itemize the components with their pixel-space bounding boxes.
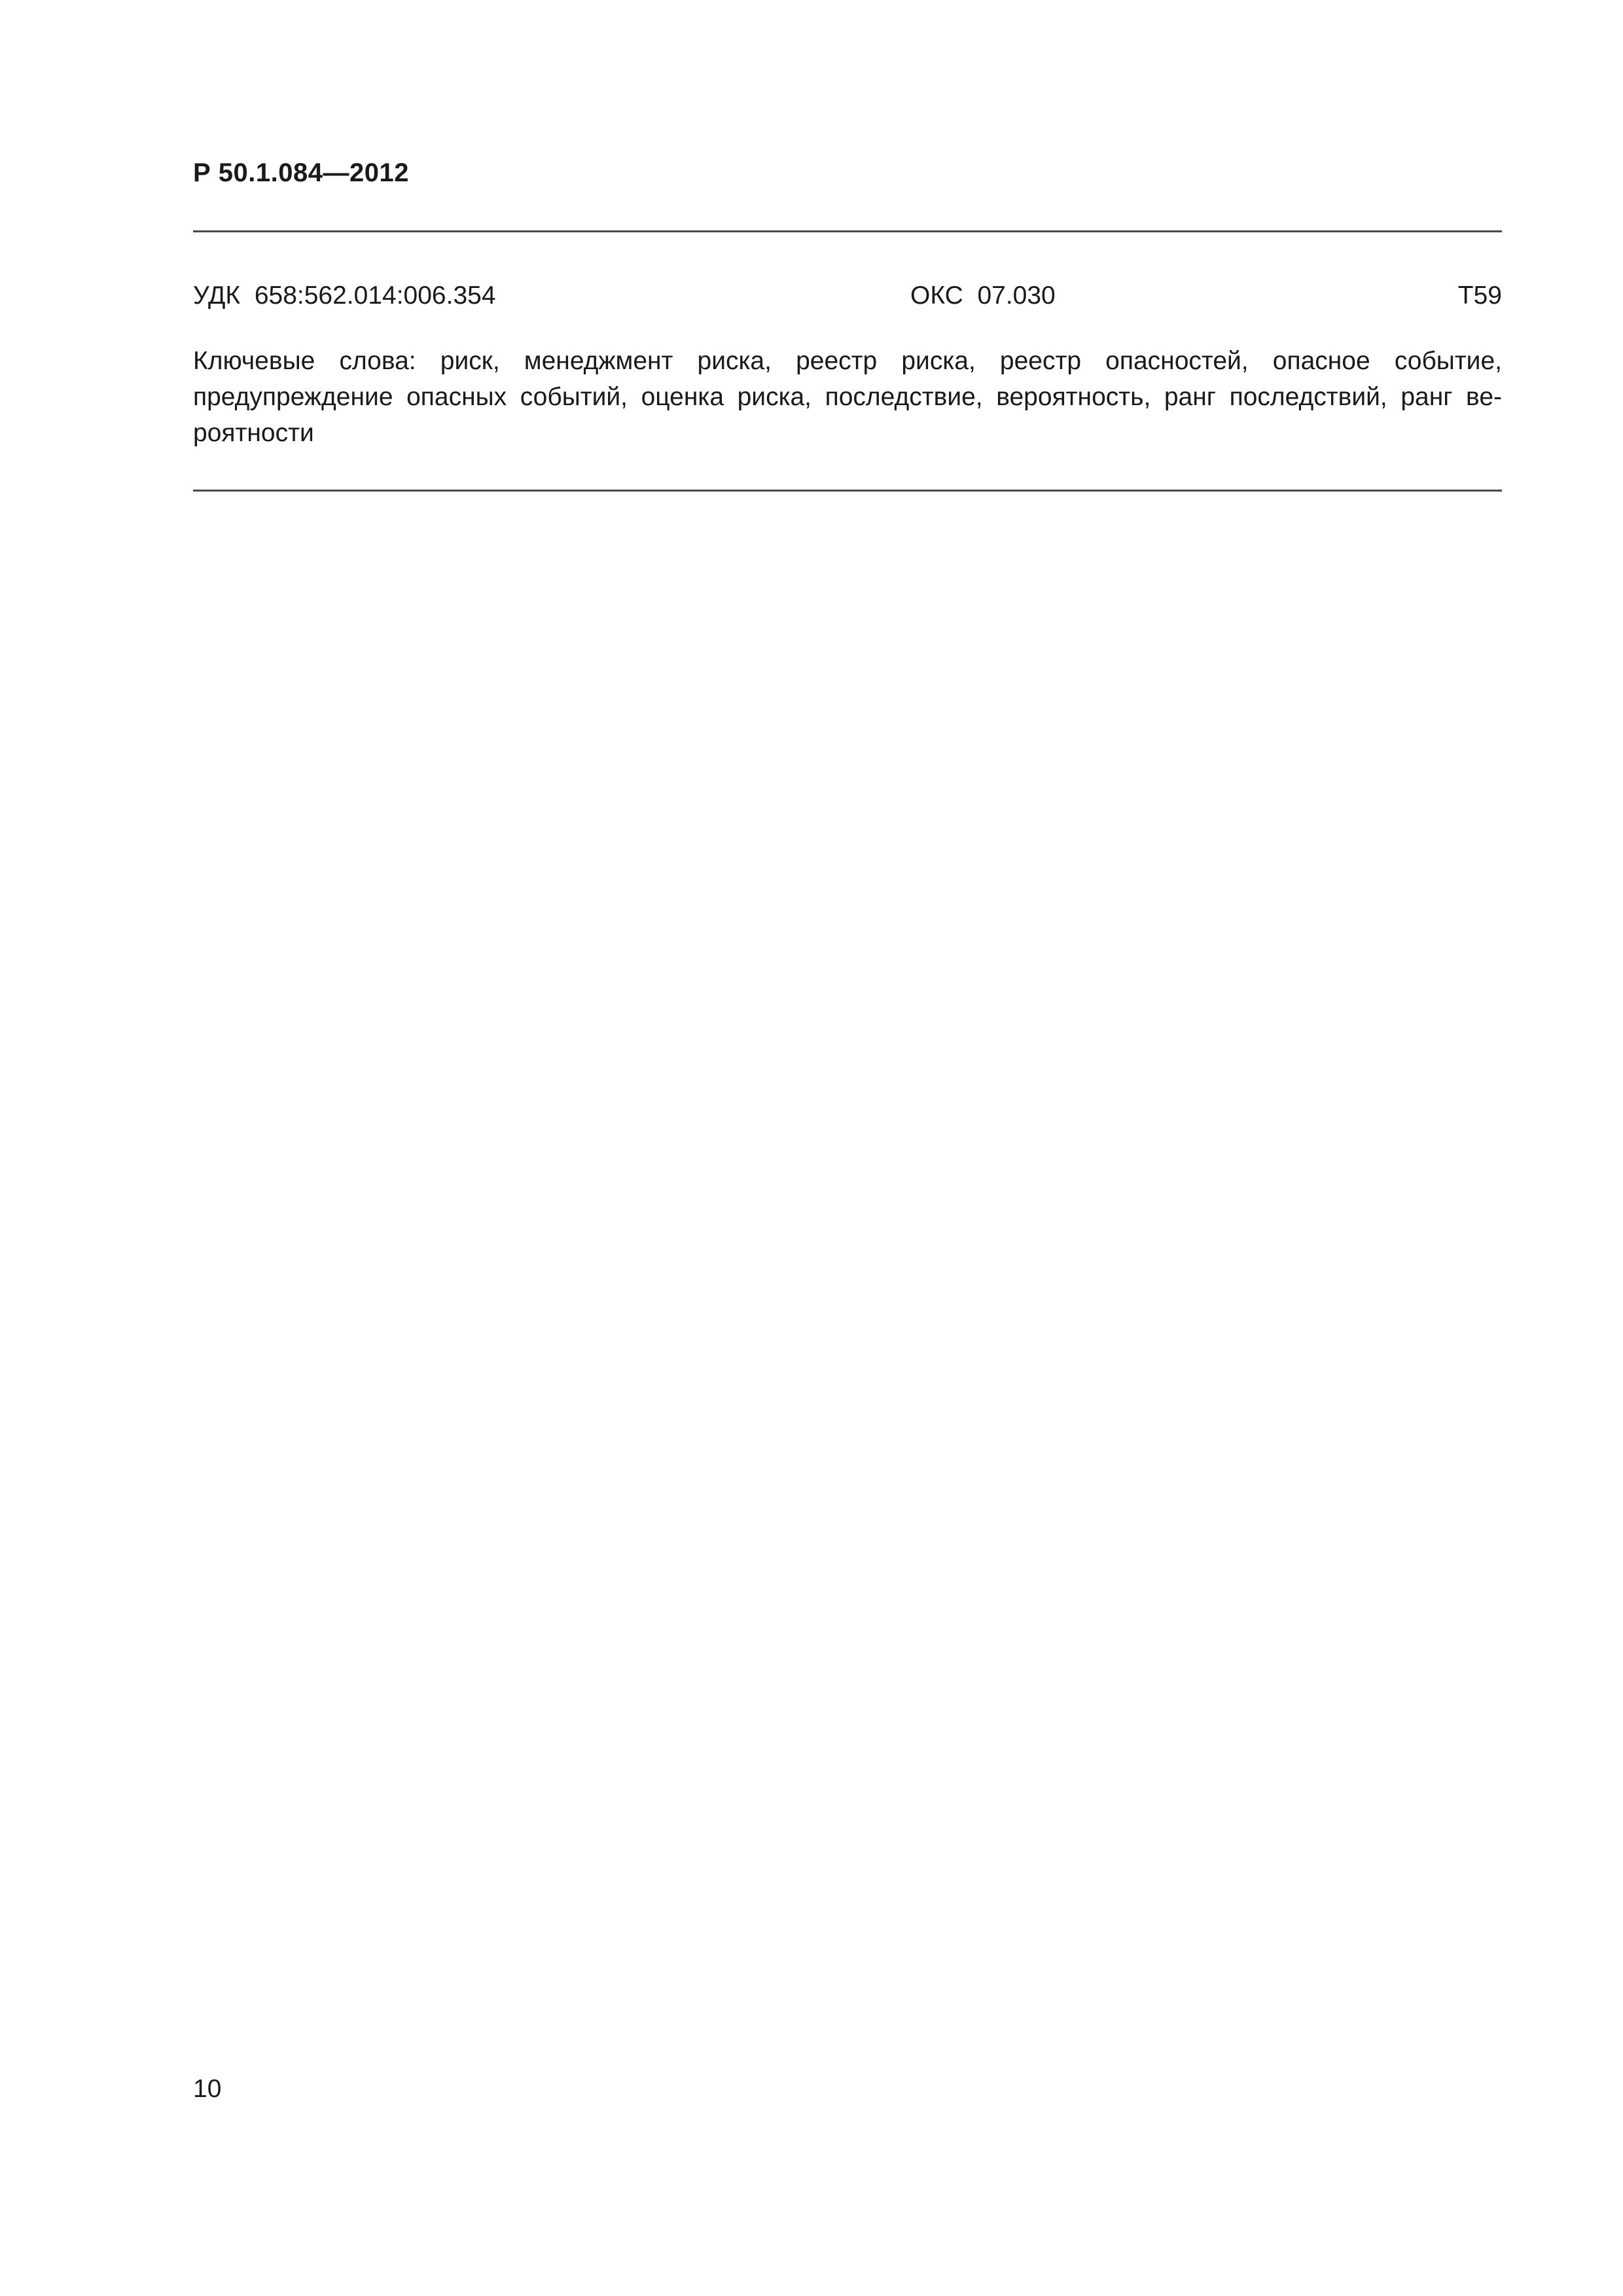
keywords-line: предупреждение опасных событий, оценка риска, последствие, вероятность, ранг последствий, ранг ве- [193, 383, 1502, 411]
classification-row [193, 281, 1502, 314]
top-divider [193, 230, 1502, 232]
oks-code: ОКС 07.030 [910, 281, 1056, 310]
keywords-line: роятности [193, 419, 314, 447]
page-number: 10 [193, 2075, 222, 2103]
document-code: Р 50.1.084—2012 [193, 158, 409, 187]
keywords-line: Ключевые слова: риск, менеджмент риска, реестр риска, реестр опасностей, опасное событие, [193, 347, 1502, 375]
classification-code: Т59 [1457, 281, 1502, 310]
udk-code: УДК 658:562.014:006.354 [193, 281, 496, 310]
keywords-paragraph [193, 343, 1502, 451]
bottom-divider [193, 490, 1502, 492]
